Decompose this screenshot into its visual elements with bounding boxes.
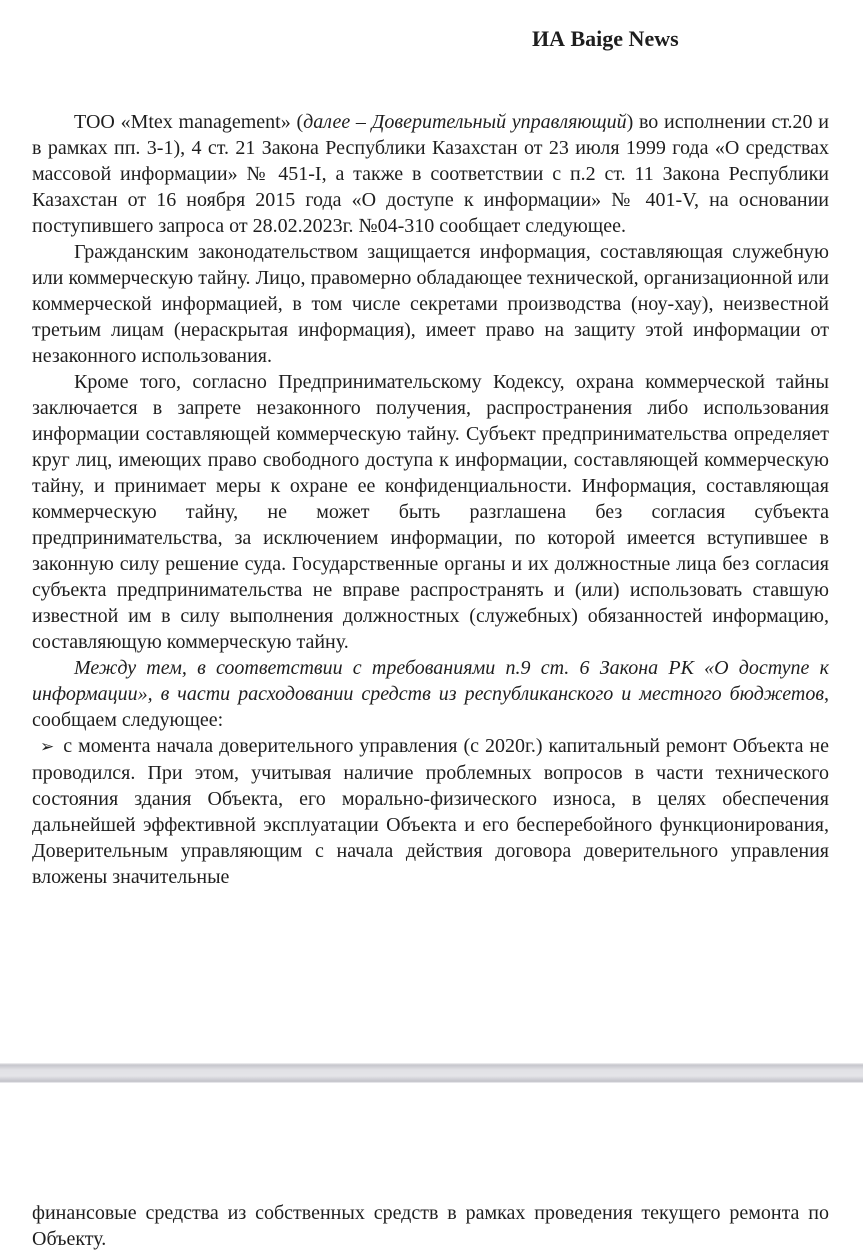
italic-text-segment: Между тем, в соответствии с требованиями п.9 ст. 6 Закона РК «О доступе к информации», в части расходовании средств из республиканского и местного бюджетов [32,657,829,705]
document-page-2 [0,1083,863,1250]
text-segment: Гражданским законодательством защищается информация, составляющая служебную или коммерческую тайну. Лицо, правомерно обладающее технической, организационной или коммерческой информацией, в том числе секретами производства (ноу-хау), неизвестной третьим лицам (нераскрытая информация), имеет право на защиту этой информации от незаконного использования. [32,241,829,367]
page-2-body [32,1200,829,1252]
page-1-body [32,109,829,890]
paragraph [32,239,829,369]
paragraph [32,109,829,239]
text-segment: Кроме того, согласно Предпринимательскому Кодексу, охрана коммерческой тайны заключается в запрете незаконного получения, распространения либо использования информации составляющей коммерческую тайну. Субъект предпринимательства определяет круг лиц, имеющих право свободного доступа к информации, составляющей коммерческую тайну, и принимает меры к охране ее конфиденциальности. Информация, составляющая коммерческую тайну, не может быть разглашена без согласия субъекта предпринимательства, за исключением информации, по которой имеется вступившее в законную силу решение суда. Государственные органы и их должностные лица без согласия субъекта предпринимательства не вправе распространять и (или) использовать ставшую известной им в силу выполнения должностных (служебных) обязанностей информацию, составляющую коммерческую тайну. [32,371,829,653]
document-source-title: ИА Baige News [532,26,679,51]
text-segment: с момента начала доверительного управления (с 2020г.) капитальный ремонт Объекта не проводился. При этом, учитывая наличие проблемных вопросов в части технического состояния здания Объекта, его морально-физического износа, в целях обеспечения дальнейшей эффективной эксплуатации Объекта и его бесперебойного функционирования, Доверительным управляющим с начала действия договора доверительного управления вложены значительные [32,735,829,888]
paragraph [32,733,829,890]
text-segment: ) во исполнении ст.20 и в рамках пп. 3-1), 4 ст. 21 Закона Республики Казахстан от 23 июля 1999 года «О средствах массовой информации» № 451-I, а также в соответствии с п.2 ст. 11 Закона Республики Казахстан от 16 ноября 2015 года «О доступе к информации» № 401-V, на основании поступившего запроса от 28.02.2023г. №04-310 сообщает следующее. [32,111,829,237]
text-segment: ТОО «Mtex management» ( [74,111,304,133]
paragraph [32,655,829,733]
paragraph [32,1200,829,1252]
paragraph [32,369,829,655]
text-segment: , сообщаем следующее: [32,683,829,731]
text-segment: финансовые средства из собственных средств в рамках проведения текущего ремонта по Объекту. [32,1202,829,1250]
page-break-divider [0,1063,863,1083]
italic-text-segment: далее – Доверительный управляющий [303,111,627,133]
bullet-arrow-icon: ➢ [40,737,55,757]
